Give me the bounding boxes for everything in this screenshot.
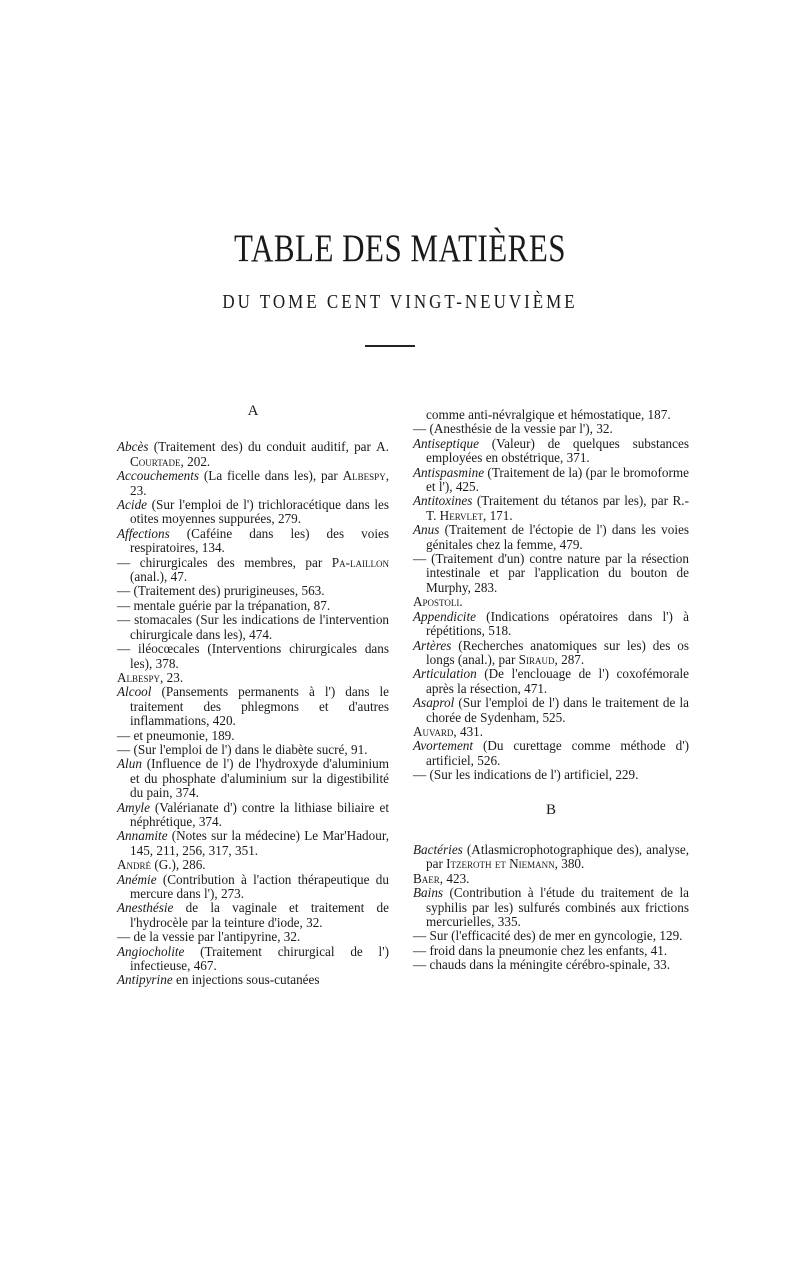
index-text: (Pansements permanents à l') dans le traitement des phlegmons et d'autres inflammations, 420. bbox=[130, 684, 389, 729]
index-keyword: Angiocholite bbox=[117, 943, 185, 959]
index-keyword: Amyle bbox=[117, 799, 150, 815]
index-text: (Anesthésie de la vessie par l'), 32. bbox=[429, 421, 613, 437]
index-entry bbox=[117, 599, 389, 613]
index-page-ref: , 380. bbox=[554, 856, 585, 872]
index-text: (Contribution à l'action thérapeutique du mercure dans l'), 273. bbox=[130, 871, 389, 901]
index-entry bbox=[117, 858, 389, 872]
section-heading-b: B bbox=[545, 801, 556, 818]
index-text: froid dans la pneumonie chez les enfants, 41. bbox=[429, 942, 668, 958]
index-name: Apostoli bbox=[413, 594, 460, 610]
index-keyword: Alun bbox=[117, 756, 142, 772]
index-keyword: Antipyrine bbox=[117, 972, 173, 988]
page-subtitle: DU TOME CENT VINGT-NEUVIÈME bbox=[222, 290, 578, 313]
index-text: (Du curettage comme méthode d') artificiel, 526. bbox=[426, 738, 689, 768]
index-page-ref: , 23. bbox=[130, 468, 389, 498]
index-entry bbox=[413, 843, 689, 872]
index-author: Siraud bbox=[518, 651, 555, 667]
index-entry bbox=[117, 671, 389, 685]
index-entry bbox=[117, 613, 389, 642]
continuation-text: comme anti-névralgique et hémostatique, 187. bbox=[426, 407, 671, 422]
index-entry bbox=[117, 743, 389, 757]
index-entry bbox=[413, 768, 689, 782]
index-entry bbox=[117, 973, 389, 987]
index-entry bbox=[413, 739, 689, 768]
index-entry bbox=[413, 872, 689, 886]
index-text: iléocœcales (Interventions chirurgicales dans les), 378. bbox=[130, 641, 389, 671]
index-entry bbox=[117, 729, 389, 743]
index-entry bbox=[117, 440, 389, 469]
index-text: Sur (l'efficacité des) de mer en gyncologie, 129. bbox=[429, 928, 683, 944]
index-entry bbox=[117, 873, 389, 902]
index-text: (Valérianate d') contre la lithiase biliaire et néphrétique, 374. bbox=[130, 799, 389, 829]
index-entry bbox=[117, 801, 389, 830]
index-author: Itzeroth et Niemann bbox=[446, 856, 555, 872]
index-entry bbox=[117, 757, 389, 800]
index-keyword: Antitoxines bbox=[413, 493, 473, 509]
index-entry bbox=[413, 494, 689, 523]
index-text: (Traitement de la) (par le bromoforme et l'), 425. bbox=[426, 464, 689, 495]
index-keyword: Bactéries bbox=[413, 841, 463, 857]
index-author: Pa-laillon bbox=[331, 554, 390, 570]
index-text: (G.), 286. bbox=[151, 857, 206, 873]
index-entry bbox=[117, 685, 389, 728]
index-keyword: Avortement bbox=[413, 738, 474, 754]
index-entry bbox=[117, 930, 389, 944]
index-text: (Atlasmicrophotographique des), analyse, par bbox=[426, 841, 689, 872]
index-text: de la vessie par l'antipyrine, 32. bbox=[133, 929, 301, 945]
index-text: , 23. bbox=[160, 669, 184, 685]
index-text: (Notes sur la médecine) Le Mar'Hadour, 145, 211, 256, 317, 351. bbox=[130, 828, 389, 858]
left-column bbox=[117, 404, 389, 988]
index-keyword: Acide bbox=[117, 497, 148, 513]
index-keyword: Antiseptique bbox=[413, 435, 479, 451]
index-entry bbox=[117, 469, 389, 498]
index-entry bbox=[117, 498, 389, 527]
index-text: (Traitement des) du conduit auditif, par bbox=[148, 439, 377, 455]
index-keyword: Alcool bbox=[117, 684, 152, 700]
index-entry bbox=[413, 696, 689, 725]
title-rule bbox=[365, 345, 415, 347]
index-text: (Traitement du tétanos par les), par bbox=[472, 493, 673, 509]
index-entry bbox=[413, 886, 689, 929]
right-entries-b bbox=[413, 843, 689, 973]
index-text: (Valeur) de quelques substances employées en obstétrique, 371. bbox=[426, 435, 689, 466]
index-entry bbox=[413, 725, 689, 739]
index-keyword: Anémie bbox=[117, 871, 157, 887]
index-text: (Caféine dans les) des voies respiratoires, 134. bbox=[130, 525, 389, 556]
index-keyword: Appendicite bbox=[413, 608, 476, 624]
index-entry bbox=[413, 422, 689, 436]
index-text: et pneumonie, 189. bbox=[133, 727, 235, 743]
index-keyword: Antispasmine bbox=[413, 464, 485, 480]
index-text: (De l'enclouage de l') coxofémorale après la résection, 471. bbox=[426, 666, 689, 696]
index-entry bbox=[413, 552, 689, 595]
index-author: R.-T. Hervlet bbox=[426, 493, 689, 523]
index-text: , 431. bbox=[453, 723, 484, 739]
index-author: A. Courtade bbox=[130, 439, 389, 469]
index-page-ref: , 171. bbox=[482, 507, 513, 523]
index-entry bbox=[117, 584, 389, 598]
index-page-ref: , 202. bbox=[180, 453, 211, 469]
index-text: stomacales (Sur les indications de l'intervention chirurgicale dans les), 474. bbox=[130, 612, 390, 642]
index-entry bbox=[117, 829, 389, 858]
index-entry bbox=[117, 527, 389, 556]
index-keyword: Accouchements bbox=[117, 468, 200, 484]
page-title: TABLE DES MATIÈRES bbox=[233, 226, 567, 270]
right-entries-a bbox=[413, 422, 689, 782]
index-text: . bbox=[459, 594, 463, 610]
index-author: Albespy bbox=[342, 468, 386, 484]
index-entry bbox=[117, 945, 389, 974]
index-text: chauds dans la méningite cérébro-spinale, 33. bbox=[429, 957, 671, 973]
index-text: (La ficelle dans les), par bbox=[199, 468, 343, 484]
index-text: , 423. bbox=[439, 870, 470, 886]
index-entry bbox=[117, 642, 389, 671]
index-keyword: Anus bbox=[413, 522, 440, 538]
right-column bbox=[413, 408, 689, 973]
index-text: (Indications opératoires dans l') à répétitions, 518. bbox=[426, 608, 689, 639]
index-entry bbox=[413, 667, 689, 696]
section-heading-a: A bbox=[247, 403, 259, 419]
index-text: (Traitement des) prurigineuses, 563. bbox=[133, 583, 325, 599]
index-text: (Sur les indications de l') artificiel, 229. bbox=[429, 767, 639, 783]
index-entry bbox=[413, 523, 689, 552]
index-entry bbox=[413, 958, 689, 972]
index-name: Baer bbox=[413, 870, 440, 886]
index-entry bbox=[413, 944, 689, 958]
index-text: (Sur l'emploi de l') dans le traitement de la chorée de Sydenham, 525. bbox=[426, 695, 689, 725]
index-text: (Influence de l') de l'hydroxyde d'aluminium et du phosphate d'aluminium sur la digestibilité du pain, 374. bbox=[130, 756, 389, 801]
index-page-ref: (anal.), 47. bbox=[130, 569, 188, 585]
index-entry bbox=[413, 610, 689, 639]
index-text: mentale guérie par la trépanation, 87. bbox=[133, 597, 331, 613]
index-keyword: Articulation bbox=[413, 666, 477, 682]
index-entry bbox=[413, 929, 689, 943]
index-keyword: Asaprol bbox=[413, 695, 455, 711]
index-name: Albespy bbox=[117, 669, 161, 685]
index-text: (Sur l'emploi de l') trichloracétique dans les otites moyennes suppurées, 279. bbox=[130, 497, 389, 527]
index-entry bbox=[413, 437, 689, 466]
index-entry bbox=[413, 595, 689, 609]
left-entries bbox=[117, 440, 389, 987]
index-keyword: Annamite bbox=[117, 828, 168, 844]
index-entry bbox=[413, 466, 689, 495]
index-text: (Traitement chirurgical de l') infectieuse, 467. bbox=[130, 943, 389, 974]
index-text: (Contribution à l'étude du traitement de la syphilis par les) sulfurés combinés aux frictions mercurielles, 335. bbox=[426, 885, 689, 929]
index-keyword: Abcès bbox=[117, 439, 149, 455]
index-text: (Traitement de l'éctopie de l') dans les voies génitales chez la femme, 479. bbox=[426, 522, 689, 552]
index-entry bbox=[117, 901, 389, 930]
index-keyword: Affections bbox=[117, 525, 170, 541]
index-text: (Recherches anatomiques sur les) des os longs (anal.), par bbox=[426, 637, 689, 667]
index-text: en injections sous-cutanées bbox=[172, 972, 320, 988]
index-entry bbox=[117, 556, 389, 585]
index-text: (Traitement d'un) contre nature par la résection intestinale et par l'application du bouton de Murphy, 283. bbox=[426, 551, 689, 595]
index-name: André bbox=[117, 857, 152, 873]
index-name: Auvard bbox=[413, 723, 454, 739]
index-keyword: Bains bbox=[413, 885, 444, 901]
index-keyword: Anesthésie bbox=[117, 900, 174, 916]
index-text: (Sur l'emploi de l') dans le diabète sucré, 91. bbox=[133, 741, 368, 757]
index-page-ref: , 287. bbox=[554, 651, 585, 667]
index-text: chirurgicales des membres, par bbox=[139, 554, 332, 570]
index-text: de la vaginale et traitement de l'hydrocèle par la teinture d'iode, 32. bbox=[130, 900, 389, 930]
index-keyword: Artères bbox=[413, 637, 452, 653]
index-entry bbox=[413, 639, 689, 668]
